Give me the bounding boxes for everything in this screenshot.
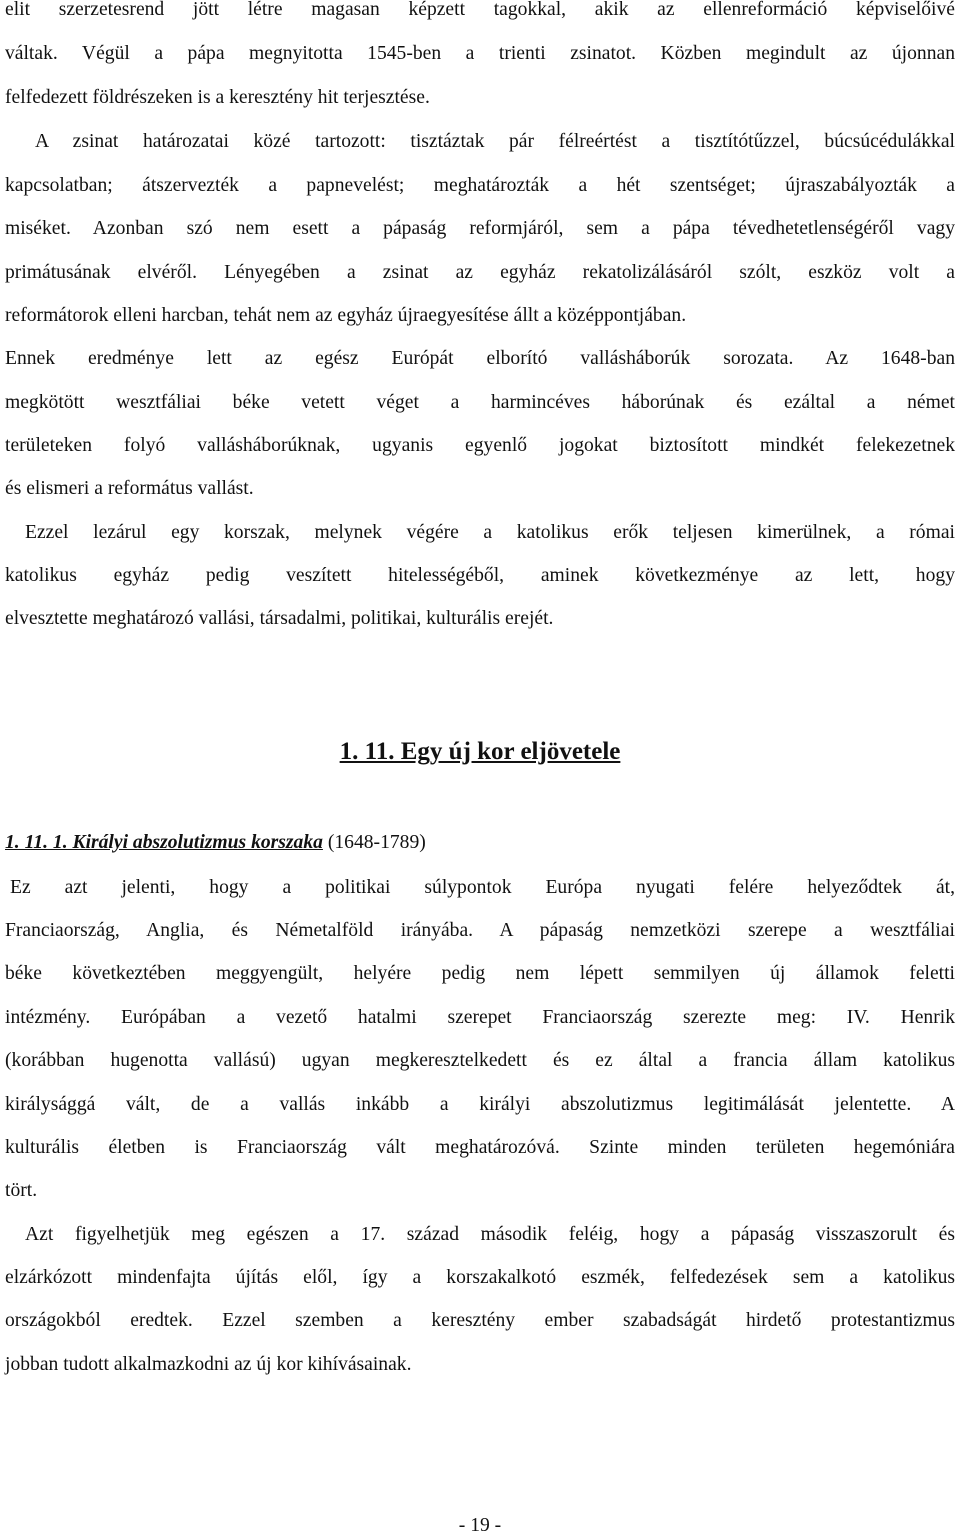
text-line: Azt figyelhetjük meg egészen a 17. század második feléig, hogy a pápaság visszaszorult és: [25, 1224, 955, 1245]
text-line: kapcsolatban; átszervezték a papnevelést; meghatározták a hét szentséget; újraszabályozták a: [5, 175, 955, 196]
text-line: jobban tudott alkalmazkodni az új kor kihívásainak.: [5, 1354, 412, 1375]
text-line: intézmény. Európában a vezető hatalmi szerepet Franciaország szerezte meg: IV. Henrik: [5, 1007, 955, 1028]
text-line: (korábban hugenotta vallású) ugyan megkeresztelkedett és ez által a francia állam katolikus: [5, 1050, 955, 1071]
subsection-title: 1. 11. 1. Királyi abszolutizmus korszaka: [5, 832, 323, 853]
text-line: elvesztette meghatározó vallási, társadalmi, politikai, kulturális erejét.: [5, 608, 554, 629]
text-line: primátusának elvéről. Lényegében a zsinat az egyház rekatolizálásáról szólt, eszköz volt a: [5, 262, 955, 283]
text-line: Ezzel lezárul egy korszak, melynek végére a katolikus erők teljesen kimerülnek, a római: [25, 522, 955, 543]
text-line: A zsinat határozatai közé tartozott: tisztáztak pár félreértést a tisztítótűzzel, búcsúcédulákkal: [35, 131, 955, 152]
text-line: megkötött wesztfáliai béke vetett véget a harmincéves háborúnak és ezáltal a német: [5, 392, 955, 413]
chapter-title: 1. 11. Egy új kor eljövetele: [339, 738, 621, 765]
text-line: elzárkózott mindenfajta újítás elől, így a korszakalkotó eszmék, felfedezések sem a katolikus: [5, 1267, 955, 1288]
text-line: kulturális életben is Franciaország vált meghatározóvá. Szinte minden területen hegemóniára: [5, 1137, 955, 1158]
text-line: felfedezett földrészeken is a keresztény hit terjesztése.: [5, 87, 430, 108]
text-line: béke következtében meggyengült, helyére pedig nem lépett semmilyen új államok feletti: [5, 963, 955, 984]
text-line: elit szerzetesrend jött létre magasan képzett tagokkal, akik az ellenreformáció képviselőivé: [5, 0, 955, 20]
subsection-years: (1648-1789): [322, 832, 426, 853]
text-line: tört.: [5, 1180, 38, 1201]
subsection-heading: [5, 831, 955, 855]
text-line: területeken folyó vallásháborúknak, ugyanis egyenlő jogokat biztosított mindkét felekezetnek: [5, 435, 955, 456]
text-line: miséket. Azonban szó nem esett a pápaság reformjáról, sem a pápa tévedhetetlenségéről vagy: [5, 218, 955, 239]
text-line: katolikus egyház pedig veszített hitelességéből, aminek következménye az lett, hogy: [5, 565, 955, 586]
text-line: Ez azt jelenti, hogy a politikai súlypontok Európa nyugati felére helyeződtek át,: [10, 877, 955, 898]
text-line: és elismeri a református vallást.: [5, 478, 254, 499]
text-line: országokból eredtek. Ezzel szemben a keresztény ember szabadságát hirdető protestantizmus: [5, 1310, 955, 1331]
text-line: királysággá vált, de a vallás inkább a királyi abszolutizmus legitimálását jelentette. A: [5, 1094, 955, 1115]
text-line: reformátorok elleni harcban, tehát nem az egyház újraegyesítése állt a középpontjában.: [5, 305, 687, 326]
text-line: Franciaország, Anglia, és Németalföld irányába. A pápaság nemzetközi szerepe a wesztfáliai: [5, 920, 955, 941]
text-line: váltak. Végül a pápa megnyitotta 1545-ben a trienti zsinatot. Közben megindult az újonnan: [5, 43, 955, 64]
text-line: Ennek eredménye lett az egész Európát elborító vallásháborúk sorozata. Az 1648-ban: [5, 348, 955, 369]
page-number: - 19 -: [458, 1515, 502, 1536]
